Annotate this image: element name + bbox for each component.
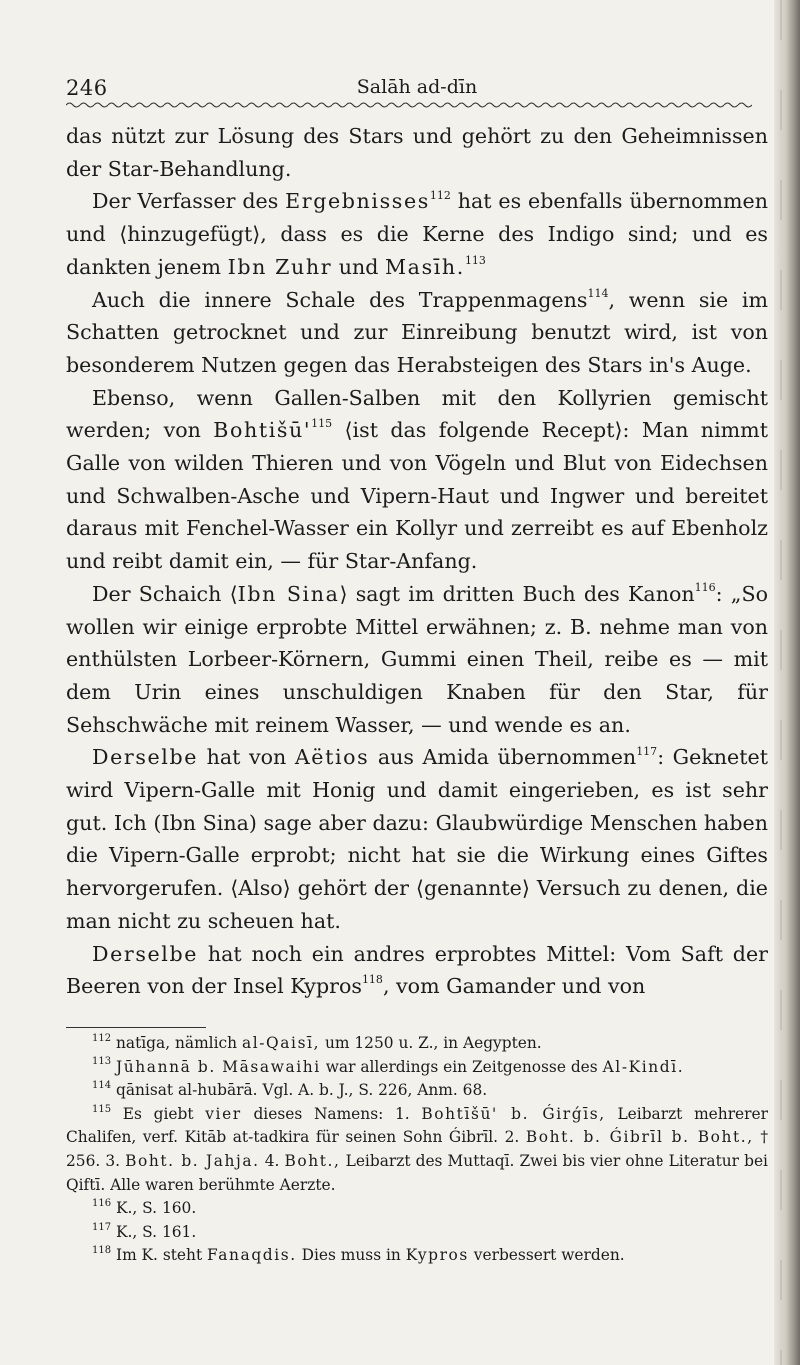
spaced-name: Ibn Zuhr bbox=[227, 254, 333, 279]
spaced-name: Bohtīšū' b. Ǵirǵīs, bbox=[421, 1104, 606, 1123]
text-run: Leibarzt mehrerer Chalifen, verf. Kitāb at-tadkira für seinen Sohn Ǵibrīl. 2. bbox=[66, 1104, 768, 1147]
footnote bbox=[66, 1079, 768, 1103]
text-run: natīga, nämlich bbox=[111, 1033, 242, 1052]
spaced-name: Jūhannā b. Māsawaihi bbox=[116, 1057, 321, 1076]
text-run: war allerdings ein Zeitgenosse des bbox=[320, 1057, 603, 1076]
footnote bbox=[66, 1103, 768, 1197]
text-run: : „So wollen wir einige erprobte Mittel erwähnen; z. B. nehme man von enthülsten Lorbeer-Körnern, Gummi einen Theil, reibe es — mit dem Urin eines unschuldigen Knaben für den Star, für Sehschwäche mit reinem Wasser, — und wende es an. bbox=[66, 581, 768, 737]
spaced-name: Boht. b. Ǵibrīl b. Boht., bbox=[525, 1128, 754, 1147]
header-ornament-rule bbox=[66, 101, 752, 109]
footnotes bbox=[66, 1032, 768, 1268]
text-run: † 256. 3. bbox=[66, 1128, 769, 1170]
footnote bbox=[66, 1244, 768, 1268]
spaced-name: Derselbe bbox=[92, 941, 199, 966]
page-header bbox=[66, 70, 768, 100]
paragraph bbox=[66, 382, 768, 578]
page-number: 246 bbox=[66, 76, 108, 100]
spaced-name: Ibn Sina bbox=[237, 581, 340, 606]
book-page bbox=[66, 70, 768, 1268]
footnote-ref: 116 bbox=[92, 1198, 112, 1210]
footnote-ref: 113 bbox=[92, 1056, 112, 1068]
text-run: das nützt zur Lösung des Stars und gehört zu den Geheimnissen der Star-Behandlung. bbox=[66, 124, 768, 181]
spaced-name: Masīh. bbox=[385, 254, 465, 279]
footnote-ref: 117 bbox=[92, 1221, 112, 1233]
footnote-ref: 115 bbox=[92, 1103, 112, 1115]
text-run: um 1250 u. Z., in Aegypten. bbox=[320, 1033, 542, 1052]
text-run: , wenn sie im Schatten getrocknet und zur Einreibung benutzt wird, ist von besonderem Nutzen gegen das Herabsteigen des Stars in's Auge. bbox=[66, 287, 769, 377]
footnote-ref: 112 bbox=[92, 1032, 112, 1044]
text-run: hat noch ein andres erprobtes Mittel: Vom Saft der Beeren von der Insel Kypros bbox=[66, 941, 768, 999]
footnote bbox=[66, 1056, 768, 1080]
text-run: hat von bbox=[198, 745, 295, 770]
paragraph bbox=[66, 185, 768, 283]
spaced-name: Boht. b. Jahja. bbox=[125, 1151, 260, 1170]
paragraph bbox=[66, 284, 768, 382]
text-run: ⟨ist das folgende Recept⟩: Man nimmt Galle von wilden Thieren und von Vögeln und Blut von Eidechsen und Schwalben-Asche und Vipern-Haut und Ingwer und bereitet daraus mit Fenchel-Wasser ein Kollyr und zerreibt es auf Ebenholz und reibt damit ein, — für Star-Anfang. bbox=[66, 418, 768, 574]
paragraph bbox=[66, 741, 768, 937]
running-title: Salāh ad-dīn bbox=[356, 76, 478, 98]
text-run: und bbox=[332, 254, 385, 279]
spaced-name: Derselbe bbox=[92, 745, 199, 770]
text-run: aus Amida übernommen bbox=[369, 745, 637, 770]
spaced-name: Ergebnisses bbox=[285, 189, 430, 214]
text-run: Es giebt bbox=[111, 1104, 206, 1123]
spaced-name: Aëtios bbox=[294, 745, 370, 770]
text-run: Dies muss in bbox=[296, 1246, 406, 1265]
footnote-ref: 118 bbox=[92, 1245, 112, 1257]
text-run: Der Verfasser des bbox=[92, 189, 286, 214]
text-run: dieses Namens: 1. bbox=[241, 1104, 422, 1123]
text-run: K., S. 161. bbox=[111, 1222, 197, 1241]
paragraph bbox=[66, 938, 768, 1003]
footnote bbox=[66, 1221, 768, 1245]
spaced-name: Fanaqdis. bbox=[207, 1246, 297, 1265]
paragraph bbox=[66, 120, 768, 185]
text-run: Ebenso, wenn Gallen-Salben mit den Kollyrien gemischt werden; von bbox=[66, 385, 768, 443]
footnote-separator bbox=[66, 1027, 206, 1028]
footnote-ref: 117 bbox=[636, 744, 658, 758]
text-run: Der Schaich ⟨ bbox=[92, 581, 238, 606]
page-edge-shadow bbox=[774, 0, 800, 1365]
spaced-name: Bohtišū' bbox=[213, 418, 312, 443]
text-run: 4. bbox=[259, 1151, 285, 1170]
text-run: ⟩ sagt im dritten Buch des Kanon bbox=[339, 581, 695, 606]
text-run: qānisat al-hubārā. Vgl. A. b. J., S. 226, Anm. 68. bbox=[111, 1081, 488, 1100]
text-run: Leibarzt des Muttaqī. Zwei bis vier ohne Literatur bei Qiftī. Alle waren berühmte Aerzte. bbox=[66, 1151, 768, 1194]
spaced-name: al-Qaisī, bbox=[241, 1033, 321, 1052]
spaced-name: vier bbox=[205, 1104, 242, 1123]
paragraph bbox=[66, 578, 768, 742]
spaced-name: Boht., bbox=[284, 1151, 341, 1170]
spaced-name: Al-Kindī. bbox=[602, 1057, 685, 1076]
footnote-ref: 118 bbox=[361, 973, 383, 987]
footnote bbox=[66, 1197, 768, 1221]
text-run: : Geknetet wird Vipern-Galle mit Honig und damit eingerieben, es ist sehr gut. Ich (Ibn Sina) sage aber dazu: Glaubwürdige Menschen haben die Vipern-Galle erprobt; nicht hat sie die Wirkung eines Giftes hervorgerufen. ⟨Also⟩ gehört der ⟨genannte⟩ Versuch zu denen, die man nicht zu scheuen hat. bbox=[66, 745, 768, 933]
footnote-ref: 115 bbox=[311, 417, 333, 431]
text-run: Im K. steht bbox=[111, 1246, 208, 1265]
spaced-name: Kypros bbox=[405, 1246, 469, 1265]
footnote-ref: 116 bbox=[694, 580, 716, 594]
text-run: K., S. 160. bbox=[111, 1199, 197, 1218]
text-run: Auch die innere Schale des Trappenmagens bbox=[92, 287, 588, 312]
text-run: verbessert werden. bbox=[468, 1246, 625, 1265]
footnote-ref: 112 bbox=[429, 188, 451, 202]
text-run: , vom Gamander und von bbox=[382, 974, 646, 999]
footnote-ref: 113 bbox=[464, 253, 486, 267]
main-text bbox=[66, 120, 768, 1003]
footnote-ref: 114 bbox=[92, 1080, 112, 1092]
text-run: hat es ebenfalls übernommen und ⟨hinzugefügt⟩, dass es die Kerne des Indigo sind; und es dankten jenem bbox=[66, 189, 768, 279]
footnote-ref: 114 bbox=[587, 286, 609, 300]
footnote bbox=[66, 1032, 768, 1056]
